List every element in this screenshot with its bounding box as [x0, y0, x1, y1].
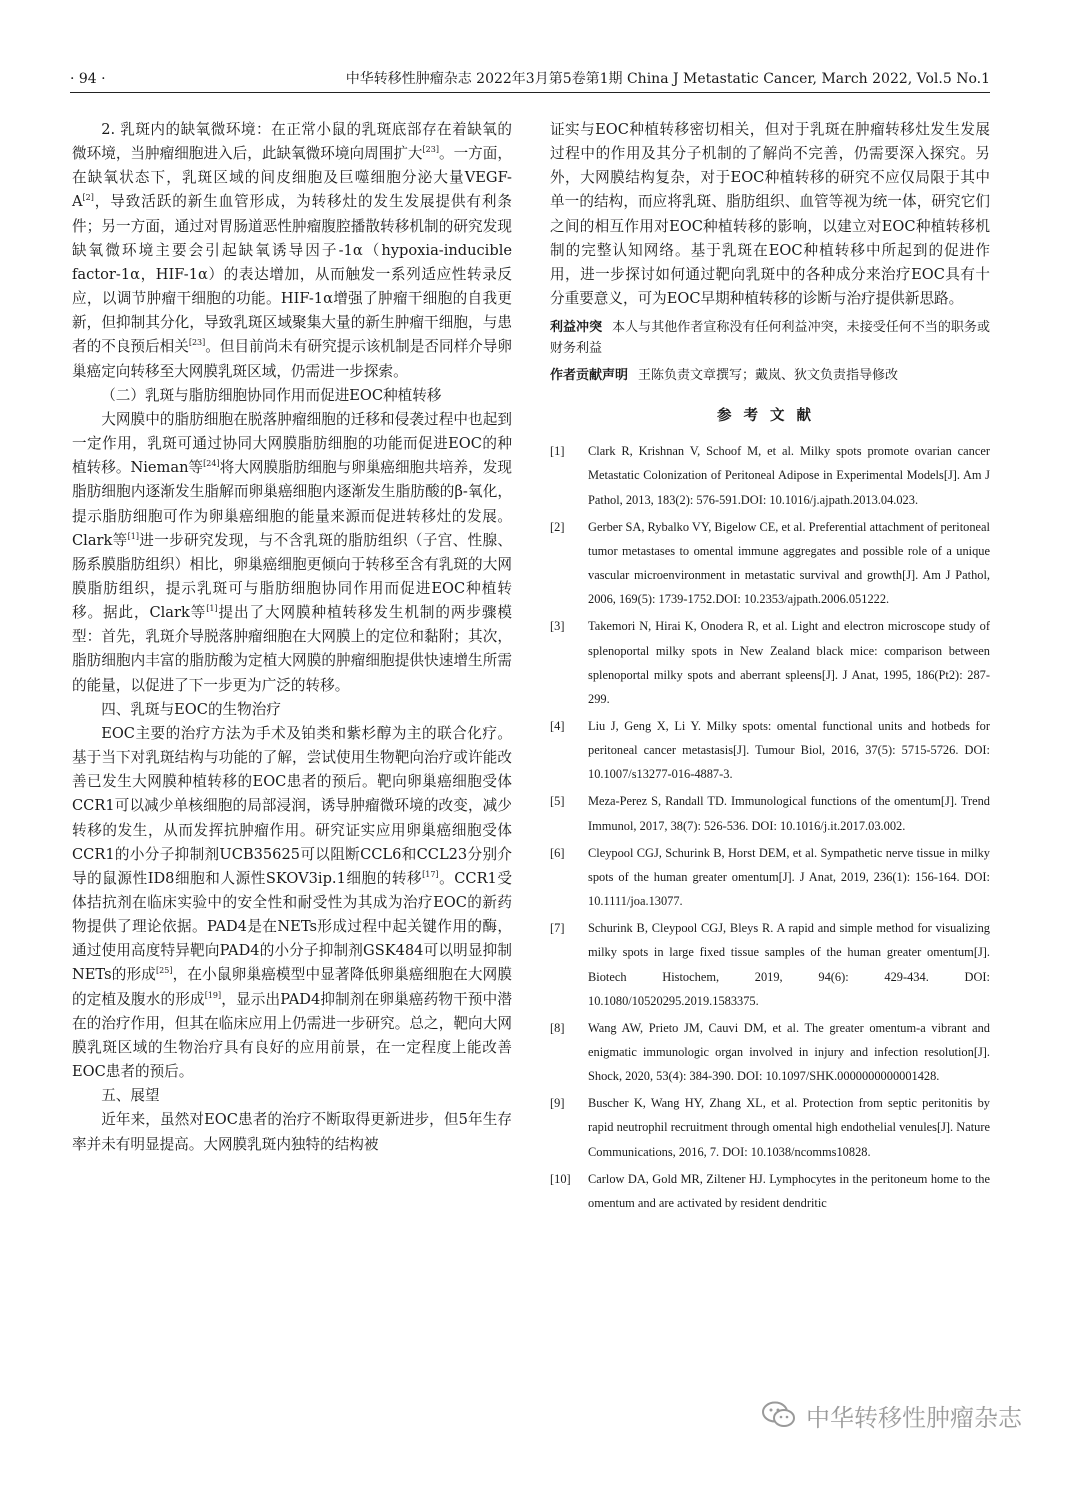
reference-item [550, 916, 990, 1013]
paragraph-outlook-cont: 证实与EOC种植转移密切相关，但对于乳斑在肿瘤转移灶发生发展过程中的作用及其分子机制的了解尚不完善，仍需要深入探究。另外，大网膜结构复杂，对于EOC种植转移的研究不应仅局限于其中单一的结构，而应将乳斑、脂肪组织、血管等视为统一体，研究它们之间的相互作用对EOC种植转移的影响，以建立对EOC种植转移机制的完整认知网络。基于乳斑在EOC种植转移中所起到的促进作用，进一步探讨如何通过靶向乳斑中的各种成分来治疗EOC具有十分重要意义，可为EOC早期种植转移的诊断与治疗提供新思路。 [550, 121, 990, 308]
section-heading: （二）乳斑与脂肪细胞协同作用而促进EOC种植转移 [101, 386, 442, 404]
citation[interactable]: [1] [206, 604, 218, 614]
section-heading: 四、乳斑与EOC的生物治疗 [101, 700, 281, 718]
reference-item [550, 1091, 990, 1163]
reference-text: Buscher K, Wang HY, Zhang XL, et al. Protection from septic peritonitis by rapid neutrophil recruitment through omental high endothelial venules[J]. Nature Communications, 2016, 7. DOI: 10.1038/ncomms10828. [588, 1096, 990, 1159]
citation[interactable]: [23] [188, 338, 206, 348]
watermark-text: 中华转移性肿瘤杂志 [806, 1403, 1022, 1432]
citation[interactable]: [23] [422, 145, 439, 155]
reference-text: Takemori N, Hirai K, Onodera R, et al. Light and electron microscope study of splenoportal milky spots in New Zealand black mice: comparison between splenoportal milky spots and aberrant spleens[J]. J Anat, 1995, 186(Pt2): 287-299. [588, 619, 990, 706]
reference-number: [1] [550, 444, 565, 459]
paragraph-therapy: EOC主要的治疗方法为手术及铂类和紫杉醇为主的联合化疗。基于当下对乳斑结构与功能的了解，尝试使用生物靶向治疗或许能改善已发生大网膜种植转移的EOC患者的预后。靶向卵巢癌细胞受体CCR1可以减少单核细胞的局部浸润，诱导肿瘤微环境的改变，减少转移的发生，从而发挥抗肿瘤作用。研究证实应用卵巢癌细胞受体CCR1的小分子抑制剂UCB35625可以阻断CCL6和CCL23分别介导的鼠源性ID8细胞和人源性SKOV3ip.1细胞的转移[17]。CCR1受体拮抗剂在临床实验中的安全性和耐受性为其成为治疗EOC的新药物提供了理论依据。PAD4是在NETs形成过程中起关键作用的酶，通过使用高度特异靶向PAD4的小分子抑制剂GSK484可以明显抑制NETs的形成[25]，在小鼠卵巢癌模型中显著降低卵巢癌细胞在大网膜的定植及腹水的形成[19]，显示出PAD4抑制剂在卵巢癌药物干预中潜在的治疗作用，但其在临床应用上仍需进一步研究。总之，靶向大网膜乳斑区域的生物治疗具有良好的应用前景，在一定程度上能改善EOC患者的预后。 [72, 724, 512, 1081]
citation[interactable]: [24] [203, 459, 220, 469]
reference-number: [7] [550, 921, 565, 936]
running-header [70, 66, 990, 93]
reference-text: Gerber SA, Rybalko VY, Bigelow CE, et al. Preferential attachment of peritoneal tumor metastases to omental immune aggregates and possible role of a unique vascular microenvironment in metastatic survival and growth[J]. Am J Pathol, 2006, 169(5): 1739-1752.DOI: 10.2353/ajpath.2006.051222. [588, 519, 990, 607]
conflict-of-interest: 利益冲突 本人与其他作者宣称没有任何利益冲突，未接受任何不当的职务或财务利益 [550, 320, 990, 357]
references-title: 参考文献 [717, 408, 823, 425]
reference-item [550, 714, 990, 786]
page-number: · 94 · [70, 71, 106, 87]
reference-item [550, 515, 990, 612]
journal-citation: 中华转移性肿瘤杂志 2022年3月第5卷第1期 China J Metastatic Cancer, March 2022, Vol.5 No.1 [345, 71, 990, 87]
reference-number: [2] [550, 519, 565, 534]
reference-number: [5] [550, 794, 565, 809]
citation[interactable]: [17] [422, 869, 439, 879]
reference-number: [4] [550, 718, 565, 733]
paragraph-outlook: 近年来，虽然对EOC患者的治疗不断取得更新进步，但5年生存率并未有明显提高。大网膜乳斑内独特的结构被 [72, 1111, 512, 1153]
left-column [72, 118, 512, 1157]
reference-list [550, 439, 990, 1215]
reference-text: Cleypool CGJ, Schurink B, Horst DEM, et al. Sympathetic nerve tissue in milky spots of the human greater omentum[J]. J Anat, 2019, 236(1): 156-164. DOI: 10.1111/joa.13077. [588, 845, 990, 909]
reference-item [550, 1016, 990, 1088]
reference-item [550, 789, 990, 837]
reference-item [550, 841, 990, 913]
reference-number: [3] [550, 619, 565, 634]
right-column [550, 118, 990, 1218]
reference-item [550, 614, 990, 711]
reference-text: Meza-Perez S, Randall TD. Immunological functions of the omentum[J]. Trend Immunol, 2017, 38(7): 526-536. DOI: 10.1016/j.it.2017.03.002. [588, 794, 990, 833]
reference-number: [9] [550, 1096, 565, 1111]
reference-number: [8] [550, 1020, 565, 1035]
citation[interactable]: [25] [156, 966, 173, 976]
reference-text: Clark R, Krishnan V, Schoof M, et al. Milky spots promote ovarian cancer Metastatic Colonization of Peritoneal Adipose in Experimental Models[J]. Am J Pathol, 2013, 183(2): 576-591.DOI: 10.1016/j.ajpath.2013.04.023. [588, 444, 990, 507]
reference-text: Carlow DA, Gold MR, Ziltener HJ. Lymphocytes in the peritoneum home to the omentum and are activated by resident dendritic [588, 1171, 990, 1210]
author-contribution: 作者贡献声明 王陈负责文章撰写；戴岚、狄文负责指导修改 [550, 368, 899, 384]
reference-item [550, 439, 990, 511]
watermark [762, 1397, 1022, 1433]
citation[interactable]: [1] [127, 531, 139, 541]
reference-text: Wang AW, Prieto JM, Cauvi DM, et al. The greater omentum-a vibrant and enigmatic immunologic organ involved in injury and infection resolution[J]. Shock, 2020, 53(4): 384-390. DOI: 10.1097/SHK.0000000000001428. [588, 1020, 990, 1084]
section-heading: 五、展望 [101, 1087, 160, 1105]
citation[interactable]: [19] [204, 990, 222, 1000]
reference-text: Schurink B, Cleypool CGJ, Bleys R. A rapid and simple method for visualizing milky spots in large fixed tissue samples of the human greater omentum[J]. Biotech Histochem, 2019, 94(6): 429-434. DOI: 10.1080/10520295.2019.1583375. [588, 921, 990, 1008]
citation[interactable]: [2] [82, 193, 94, 203]
paragraph-hypoxia: 2. 乳斑内的缺氧微环境：在正常小鼠的乳斑底部存在着缺氧的微环境，当肿瘤细胞进入后，此缺氧微环境向周围扩大[23]。一方面，在缺氧状态下，乳斑区域的间皮细胞及巨噬细胞分泌大量VEGF-A[2]，导致活跃的新生血管形成，为转移灶的发生发展提供有利条件；另一方面，通过对胃肠道恶性肿瘤腹腔播散转移机制的研究发现缺氧微环境主要会引起缺氧诱导因子-1α（hypoxia-inducible factor-1α，HIF-1α）的表达增加，从而触发一系列适应性转录反应，以调节肿瘤干细胞的功能。HIF-1α增强了肿瘤干细胞的自我更新，但抑制其分化，导致乳斑区域聚集大量的新生肿瘤干细胞，与患者的不良预后相关[23]。但目前尚未有研究提示该机制是否同样介导卵巢癌定向转移至大网膜乳斑区域，仍需进一步探索。 [72, 121, 512, 380]
reference-text: Liu J, Geng X, Li Y. Milky spots: omental functional units and hotbeds for peritoneal cancer metastasis[J]. Tumour Biol, 2016, 37(5): 5715-5726. DOI: 10.1007/s13277-016-4887-3. [588, 718, 990, 782]
reference-number: [6] [550, 845, 565, 860]
reference-item [550, 1167, 990, 1215]
reference-number: [10] [550, 1171, 571, 1186]
wechat-icon [762, 1401, 796, 1429]
paragraph-adipocytes: 大网膜中的脂肪细胞在脱落肿瘤细胞的迁移和侵袭过程中也起到一定作用，乳斑可通过协同大网膜脂肪细胞的功能而促进EOC的种植转移。Nieman等[24]将大网膜脂肪细胞与卵巢癌细胞共培养，发现脂肪细胞内逐渐发生脂解而卵巢癌细胞内逐渐发生脂肪酸的β-氧化，提示脂肪细胞可作为卵巢癌细胞的能量来源而促进转移灶的发展。Clark等[1]进一步研究发现，与不含乳斑的脂肪组织（子宫、性腺、肠系膜脂肪组织）相比，卵巢癌细胞更倾向于转移至含有乳斑的大网膜脂肪组织，提示乳斑可与脂肪细胞协同作用而促进EOC种植转移。据此，Clark等[1]提出了大网膜种植转移发生机制的两步骤模型：首先，乳斑介导脱落肿瘤细胞在大网膜上的定位和黏附；其次，脂肪细胞内丰富的脂肪酸为定植大网膜的肿瘤细胞提供快速增生所需的能量，以促进了下一步更为广泛的转移。 [72, 410, 512, 694]
